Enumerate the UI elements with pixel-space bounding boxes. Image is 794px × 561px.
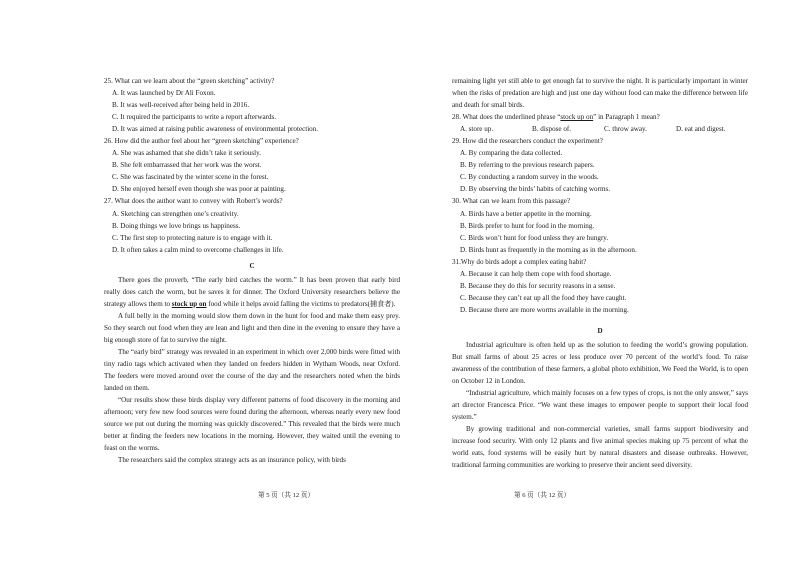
section-d-heading: D [597,326,603,335]
question-30 [452,195,748,255]
answer-option: B. By referring to the previous research papers. [460,161,595,170]
answer-option: C. throw away. [604,125,647,134]
passage-c-paragraph-5: The researchers said the complex strategy acts as an insurance policy, with birds [118,456,346,465]
underlined-phrase: stock up on [171,299,207,308]
question-27 [104,195,400,255]
answer-option: C. Birds won’t hunt for food unless they are hungry. [460,233,609,242]
underlined-phrase: stock up on [560,113,594,122]
passage-c-continued: remaining light yet still able to get enough fat to survive the night. It is particularly important in winter when the risks of predation are high and just one day without food can make the difference between life and death for small birds. [452,77,748,110]
answer-option: D. She enjoyed herself even though she was poor at painting. [112,185,286,194]
answer-option: A. store up. [460,125,494,134]
paragraph-text: There goes the proverb, “The early bird catches the worm.” It has been proven that early bird really does catch the worm, but he saves it for dinner. The Oxford University researchers believe the strategy allows them to [104,275,400,308]
question-stem: 25. What can we learn about the “green sketching” activity? [104,77,275,85]
answer-option: D. It often takes a calm mind to overcome challenges in life. [112,245,284,254]
question-stem: 30. What can we learn from this passage? [452,197,571,206]
passage-c-paragraph-3: The “early bird” strategy was revealed in an experiment in which over 2,000 birds were fitted with tiny radio tags which activated when they landed on feeders hidden in Wytham Woods, near Oxford. The feeders were moved around over the course of the day and the researchers noted when the birds landed on them. [104,348,400,393]
answer-option: B. dispose of. [532,125,572,134]
question-31 [452,256,748,316]
answer-option: A. Sketching can strengthen one’s creativity. [112,209,239,218]
answer-option: B. Doing things we love brings us happiness. [112,221,241,230]
passage-d-paragraph-1: Industrial agriculture is often held up as the solution to feeding the world’s growing population. But small farms of about 25 acres or less produce over 70 percent of the world’s food. To raise awareness of the contribution of these farmers, a global photo exhibition, We Feed the World, is to open on October 12 in London. [452,340,748,386]
stem-text: 28. What does the underlined phrase “ [452,113,561,122]
question-stem [452,111,748,123]
passage-d-paragraph-2: “Industrial agriculture, which mainly focuses on a few types of crops, is not the only answer,” says art director Francesca Price. “We want these images to empower people to support their local food system.” [452,389,748,422]
answer-option: C. The first step to protecting nature is to engage with it. [112,233,273,242]
section-c-heading: C [249,261,255,270]
passage-d-paragraph-3: By growing traditional and non-commercial varieties, small farms support biodiversity and increase food security. With only 12 plants and five animal species making up 75 percent of what the world eats, food systems will be easily hurt by natural disasters and disease outbreaks. However, traditional farming communities are working to preserve their ancient seed diversity. [452,425,748,470]
paragraph-text: food while it helps avoid falling the victims to predators(捕食者). [206,299,396,308]
question-stem: 31.Why do birds adopt a complex eating habit? [452,257,587,266]
answer-option: A. It was launched by Dr Ali Foxon. [112,89,216,98]
passage-c-paragraph-4: “Our results show these birds display very different patterns of food discovery in the morning and afternoon; very few new food sources were found during the afternoon, whereas nearly every new food source we put out during the morning was quickly discovered.” This revealed that the birds were much better at finding the feeders new locations in the morning. However, they waited until the evening to feast on the worms. [104,396,400,453]
answer-option: B. Because they do this for security reasons in a sense. [460,281,616,290]
question-stem: 29. How did the researchers conduct the experiment? [452,137,603,146]
page-number-footer: 第 6 页（共 12 页） [514,492,571,499]
question-stem: 26. How did the author feel about her “green sketching” experience? [104,137,299,146]
question-29 [452,135,748,195]
answer-option: D. Because there are more worms available in the morning. [460,305,629,314]
question-28 [452,111,748,135]
answer-option: D. eat and digest. [676,125,726,134]
passage-c-paragraph-1 [104,274,400,310]
page-number-footer: 第 5 页（共 12 页） [258,492,315,499]
answer-option: B. Birds prefer to hunt for food in the morning. [460,221,595,230]
answer-option: A. By comparing the data collected. [460,149,563,158]
answer-option: D. By observing the birds’ habits of catching worms. [460,185,610,194]
answer-option: D. Birds hunt as frequently in the morning as in the afternoon. [460,245,637,254]
question-stem: 27. What does the author want to convey with Robert’s words? [104,197,283,206]
right-page-column [452,75,748,472]
answer-option: B. She felt embarrassed that her work was the worst. [112,161,262,170]
question-25 [104,75,400,135]
answer-option: D. It was aimed at raising public awareness of environmental protection. [112,125,319,134]
answer-option: C. Because they can’t eat up all the food they have caught. [460,293,627,302]
answer-option: A. Because it can help them cope with food shortage. [460,269,612,278]
answer-option: A. Birds have a better appetite in the morning. [460,209,592,218]
answer-option: A. She was ashamed that she didn’t take it seriously. [112,149,261,158]
answer-option: C. It required the participants to write a report afterwards. [112,113,277,122]
answer-option: B. It was well-received after being held in 2016. [112,101,250,110]
passage-c-paragraph-2: A full belly in the morning would slow them down in the hunt for food and make them easy prey. So they search out food when they are lean and light and then dine in the evening to ensure they have a big enough store of fat to survive the night. [104,311,400,344]
stem-text: ” in Paragraph 1 mean? [593,113,660,122]
answer-option: C. She was fascinated by the winter scene in the forest. [112,173,269,182]
left-page-column [104,75,400,467]
options-row [452,123,748,135]
answer-option: C. By conducting a random survey in the woods. [460,173,599,182]
question-26 [104,135,400,195]
